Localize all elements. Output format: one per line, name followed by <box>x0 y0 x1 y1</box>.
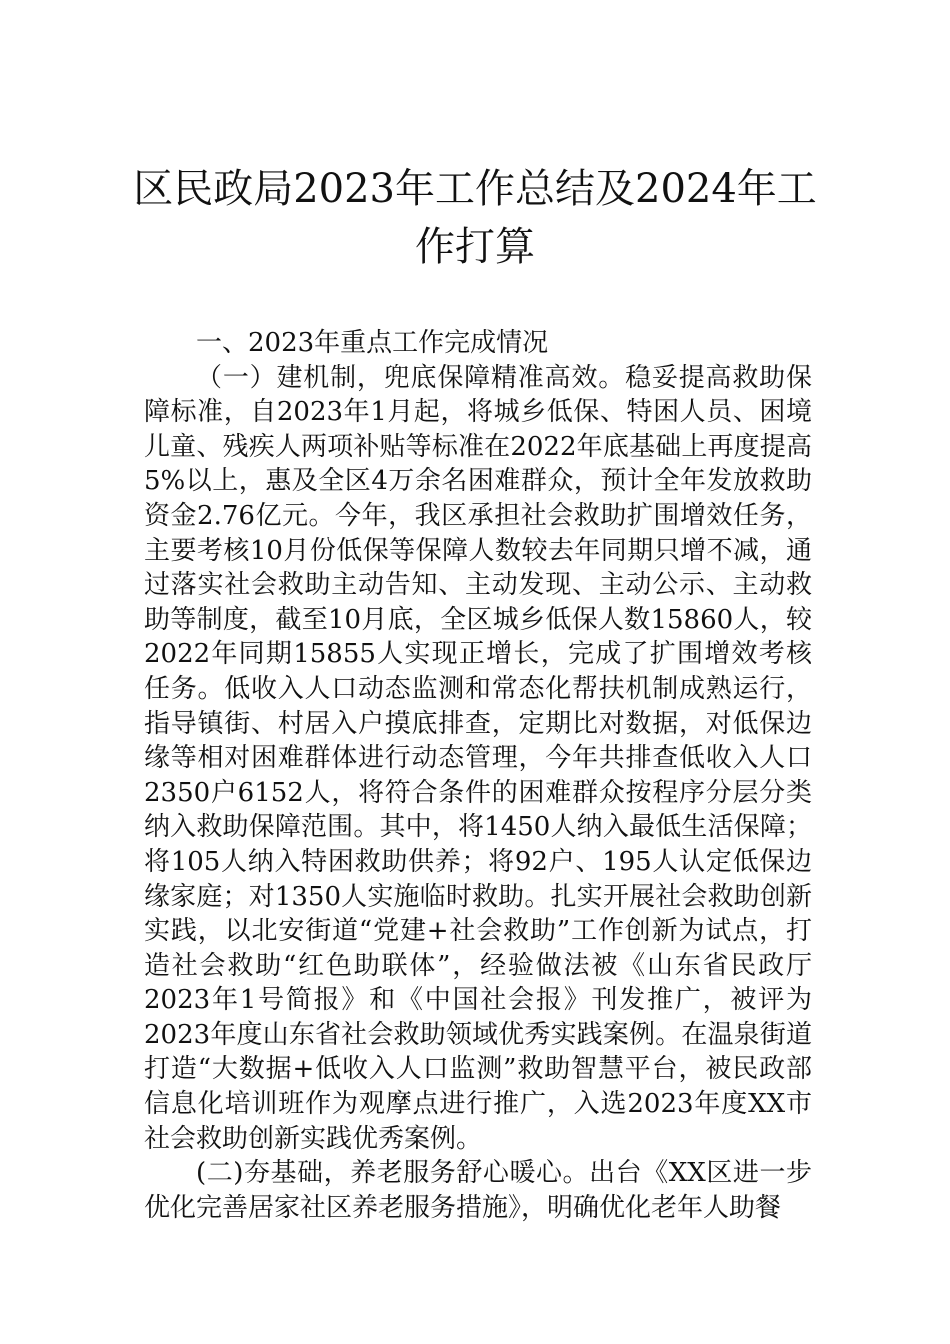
paragraph-2: (二)夯基础，养老服务舒心暖心。出台《XX区进一步优化完善居家社区养老服务措施》，明确优化老年人助餐 <box>144 1158 812 1223</box>
paragraph-1: （一）建机制，兜底保障精准高效。稳妥提高救助保障标准，自2023年1月起，将城乡低保、特困人员、困境儿童、残疾人两项补贴等标准在2022年底基础上再度提高5%以上，惠及全区4万余名困难群众，预计全年发放救助资金2.76亿元。今年，我区承担社会救助扩围增效任务，主要考核10月份低保等保障人数较去年同期只增不减，通过落实社会救助主动告知、主动发现、主动公示、主动救助等制度，截至10月底，全区城乡低保人数15860人，较2022年同期15855人实现正增长，完成了扩围增效考核任务。低收入人口动态监测和常态化帮扶机制成熟运行，指导镇街、村居入户摸底排查，定期比对数据，对低保边缘等相对困难群体进行动态管理，今年共排查低收入人口2350户6152人，将符合条件的困难群众按程序分层分类纳入救助保障范围。其中，将1450人纳入最低生活保障；将105人纳入特困救助供养；将92户、195人认定低保边缘家庭；对1350人实施临时救助。扎实开展社会救助创新实践，以北安街道“党建+社会救助”工作创新为试点，打造社会救助“红色助联体”，经验做法被《山东省民政厅2023年1号简报》和《中国社会报》刊发推广，被评为2023年度山东省社会救助领域优秀实践案例。在温泉街道打造“大数据+低收入人口监测”救助智慧平台，被民政部信息化培训班作为观摩点进行推广，入选2023年度XX市社会救助创新实践优秀案例。 <box>144 362 812 1154</box>
section-heading: 一、2023年重点工作完成情况 <box>196 328 549 358</box>
document-title: 区民政局2023年工作总结及2024年工作打算 <box>133 166 817 270</box>
document-body <box>144 326 812 1225</box>
